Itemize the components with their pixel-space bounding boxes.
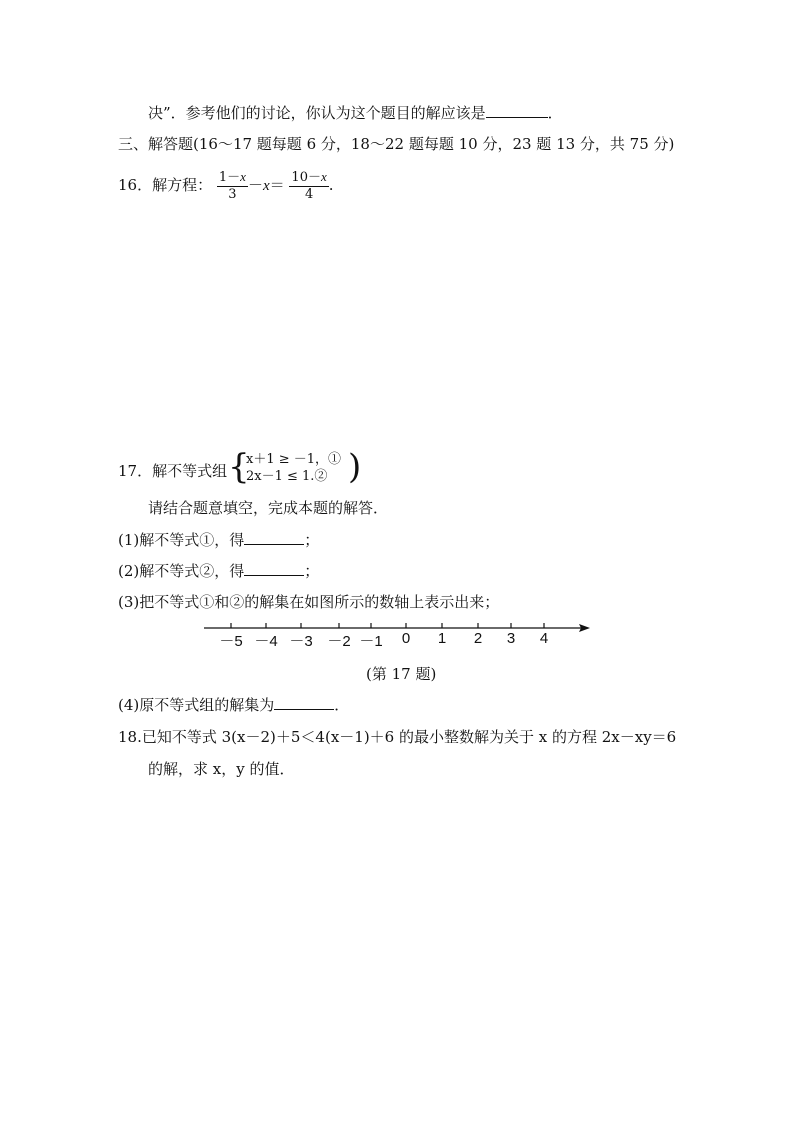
section-3-heading: 三、解答题(16～17 题每题 6 分，18～22 题每题 10 分，23 题 13 分，共 75 分) (118, 135, 675, 153)
q17-right-paren: ) (348, 447, 362, 487)
number-line-tick-label: 4 (539, 630, 549, 647)
number-line-tick-label: 2 (473, 630, 483, 647)
q16-fraction-1: $\frac{1-x}{3}$ (218, 169, 246, 202)
q17-part-4: (4)原不等式组的解集为 ． (118, 696, 350, 714)
question-16: 16．解方程： $\frac{1-x}{3}$ －x＝ $\frac{10-x}{4}$ . (118, 169, 334, 202)
q17-part-2: (2)解不等式②，得 ； (118, 562, 320, 580)
q17-instruction: 请结合题意填空，完成本题的解答． (148, 499, 389, 517)
question-18-line-2: 的解，求 x，y 的值． (148, 760, 295, 778)
number-line-tick-label: 0 (401, 630, 411, 647)
number-line-tick-label: －2 (327, 633, 351, 650)
figure-caption-q17: (第 17 题) (366, 665, 437, 683)
number-line-tick-label: 1 (437, 630, 447, 647)
number-line-tick-label: 3 (506, 630, 516, 647)
q17-inequality-2: 2x－1 ≤ 1.② (246, 469, 328, 484)
number-line-tick-label: －3 (289, 633, 313, 650)
answer-blank-q17-1[interactable] (244, 530, 304, 545)
q17-part-3: (3)把不等式①和②的解集在如图所示的数轴上表示出来； (118, 593, 500, 611)
answer-blank-q17-4[interactable] (274, 695, 334, 710)
answer-blank-q17-2[interactable] (244, 561, 304, 576)
q15-text: 决”．参考他们的讨论，你认为这个题目的解应该是 (148, 104, 486, 122)
number-line-tick-label: －4 (254, 633, 278, 650)
question-18-line-1: 18.已知不等式 3(x－2)＋5＜4(x－1)＋6 的最小整数解为关于 x 的方程 2x－xy＝6 (118, 728, 677, 746)
number-line-tick-label: －1 (359, 633, 383, 650)
q15-period: ． (547, 104, 563, 122)
q17-prefix: 17．解不等式组 (118, 462, 228, 480)
q17-inequality-1: x＋1 ≥ －1，① (246, 452, 342, 467)
q17-left-brace: { (228, 447, 250, 487)
answer-blank-q15[interactable] (486, 103, 548, 118)
q16-prefix: 16．解方程： (118, 176, 213, 194)
q16-fraction-2: $\frac{10-x}{4}$ (291, 169, 327, 202)
q17-part-1: (1)解不等式①，得 ； (118, 531, 320, 549)
number-line (200, 618, 600, 658)
q15-tail (148, 103, 563, 123)
number-line-tick-label: －5 (219, 633, 243, 650)
